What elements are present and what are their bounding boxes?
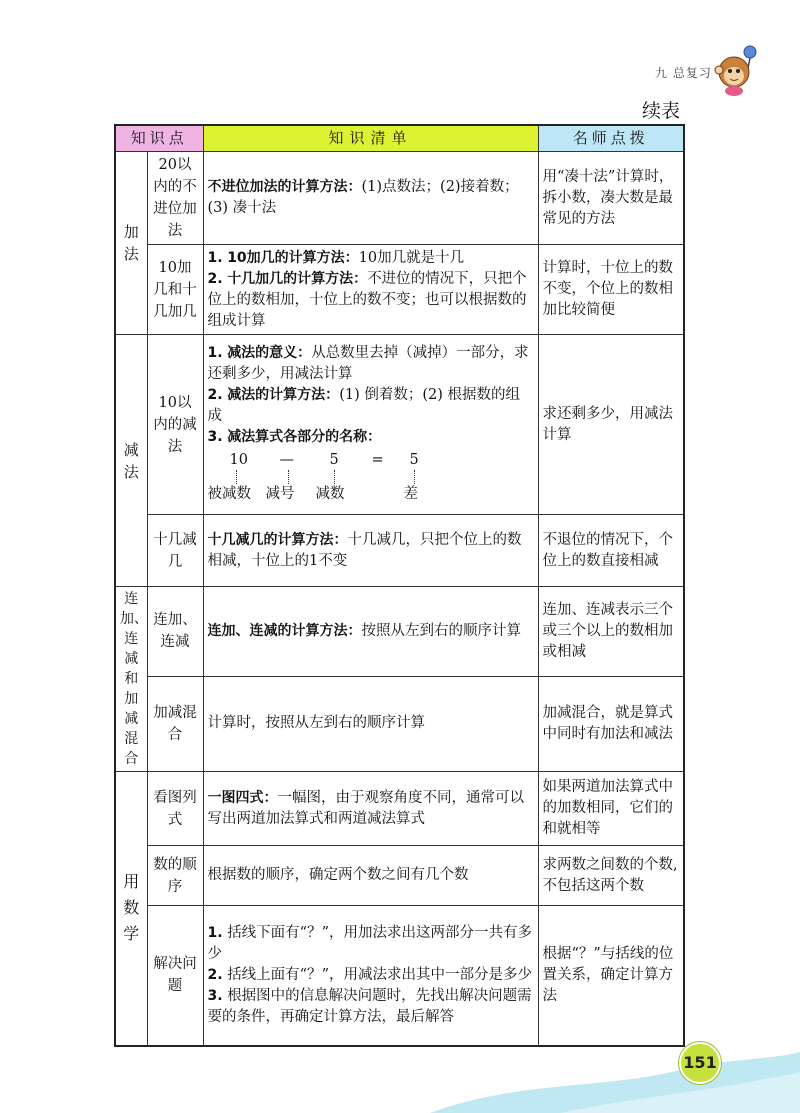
item-number: 2. — [207, 387, 223, 403]
dotted-connector — [236, 470, 237, 484]
content-text: 根据图中的信息解决问题时，先找出解决问题需要的条件，再确定计算方法，最后解答 — [207, 987, 532, 1025]
table-row — [115, 335, 684, 515]
monkey-mascot-icon — [712, 44, 762, 96]
tip-cell: 计算时，十位上的数不变，个位上的数相加比较简便 — [538, 245, 684, 335]
content-text: (1) 倒着数；(2) 根据数的组成 — [207, 387, 520, 424]
bold-term: 十几减几的计算方法： — [207, 531, 348, 548]
subtopic-cell: 20以内的不进位加法 — [147, 152, 203, 245]
tip-cell: 加减混合，就是算式中同时有加法和减法 — [538, 676, 684, 771]
subtopic-cell: 十几减几 — [147, 515, 203, 587]
content-text: 按照从左到右的顺序计算 — [361, 622, 522, 639]
content-cell — [203, 515, 538, 587]
table-row — [115, 906, 684, 1046]
content-text: 十几减几，只把个位上的数相减，十位上的1不变 — [207, 531, 522, 569]
chapter-title: 九 总复习 — [655, 66, 712, 80]
table-header-row — [115, 125, 684, 152]
minus-sign: — — [279, 452, 295, 468]
dotted-connector — [414, 470, 415, 484]
subtopic-cell: 10以内的减法 — [147, 335, 203, 515]
table-row — [115, 587, 684, 677]
content-cell — [203, 587, 538, 677]
subtopic-cell: 看图列式 — [147, 772, 203, 846]
item-number: 2. — [207, 270, 223, 287]
label-minus-sign: 减号 — [265, 486, 295, 502]
table-row — [115, 772, 684, 846]
subtrahend-number: 5 — [329, 452, 339, 468]
content-text: 不进位的情况下，只把个位上的数相加，十位上的数不变；也可以根据数的组成计算 — [207, 270, 527, 329]
content-text: (1)点数法；(2)接着数；(3) 凑十法 — [207, 179, 519, 216]
item-number: 3. — [207, 987, 223, 1004]
subtopic-cell: 连加、连减 — [147, 587, 203, 677]
content-text: 括线下面有“？”，用加法求出这两部分一共有多少 — [207, 924, 533, 962]
tip-cell: 求还剩多少，用减法计算 — [538, 335, 684, 515]
item-number: 1. — [207, 924, 223, 941]
equals-sign: = — [371, 452, 384, 468]
header-teacher-tip: 名师点拨 — [538, 125, 684, 152]
bold-term: 不进位加法的计算方法： — [207, 179, 362, 195]
dotted-connector — [334, 470, 335, 484]
label-minuend: 被减数 — [207, 486, 252, 502]
item-number: 2. — [207, 966, 223, 983]
content-cell — [203, 772, 538, 846]
category-subtraction: 减法 — [115, 335, 147, 587]
item-number: 1. — [207, 249, 223, 266]
tip-cell: 根据“？”与括线的位置关系，确定计算方法 — [538, 906, 684, 1046]
content-cell — [203, 335, 538, 515]
content-cell: 根据数的顺序，确定两个数之间有几个数 — [203, 846, 538, 906]
bold-term: 10加几的计算方法： — [227, 249, 359, 266]
label-subtrahend: 减数 — [315, 486, 345, 502]
content-text: 从总数里去掉（减掉）一部分，求还剩多少，用减法计算 — [207, 345, 529, 382]
content-text: 一幅图，由于观察角度不同，通常可以写出两道加法算式和两道减法算式 — [207, 789, 525, 827]
subtopic-cell: 10加几和十几加几 — [147, 245, 203, 335]
tip-cell: 不退位的情况下，个位上的数直接相减 — [538, 515, 684, 587]
continued-label: 续表 — [641, 100, 680, 122]
tip-cell: 用“凑十法”计算时，拆小数，凑大数是最常见的方法 — [538, 152, 684, 245]
content-cell — [203, 906, 538, 1046]
item-number: 1. — [207, 345, 223, 361]
tip-cell: 如果两道加法算式中的加数相同，它们的和就相等 — [538, 772, 684, 846]
subtopic-cell: 解决问题 — [147, 906, 203, 1046]
subtopic-cell: 数的顺序 — [147, 846, 203, 906]
content-text: 括线上面有“？”，用减法求出其中一部分是多少 — [227, 966, 533, 983]
tip-cell: 连加、连减表示三个或三个以上的数相加或相减 — [538, 587, 684, 677]
dotted-connector — [288, 470, 289, 484]
bold-term: 一图四式： — [207, 789, 278, 806]
bold-term: 连加、连减的计算方法： — [207, 622, 362, 639]
label-difference: 差 — [403, 486, 419, 502]
category-application: 用数学 — [115, 772, 147, 1046]
bold-term: 减法的计算方法： — [227, 387, 340, 403]
content-cell — [203, 152, 538, 245]
bold-term: 减法的意义： — [227, 345, 312, 361]
table-row — [115, 515, 684, 587]
table-row — [115, 245, 684, 335]
page-number-badge: 151 — [679, 1042, 721, 1084]
category-addition: 加法 — [115, 152, 147, 335]
subtraction-diagram — [208, 450, 534, 506]
header-knowledge-list: 知识清单 — [203, 125, 538, 152]
table-row — [115, 676, 684, 771]
review-table — [114, 124, 685, 1047]
item-number: 3. — [207, 429, 223, 445]
table-row — [115, 152, 684, 245]
difference-number: 5 — [409, 452, 419, 468]
content-cell — [203, 245, 538, 335]
table-row — [115, 846, 684, 906]
minuend-number: 10 — [229, 452, 248, 468]
content-cell: 计算时，按照从左到右的顺序计算 — [203, 676, 538, 771]
header-knowledge-point: 知识点 — [115, 125, 203, 152]
content-text: 10加几就是十几 — [358, 249, 465, 266]
category-mixed: 连加、连减和加减混合 — [115, 587, 147, 772]
bold-term: 减法算式各部分的名称： — [227, 429, 382, 445]
bold-term: 十几加几的计算方法： — [227, 270, 368, 287]
tip-cell: 求两数之间数的个数,不包括这两个数 — [538, 846, 684, 906]
subtopic-cell: 加减混合 — [147, 676, 203, 771]
